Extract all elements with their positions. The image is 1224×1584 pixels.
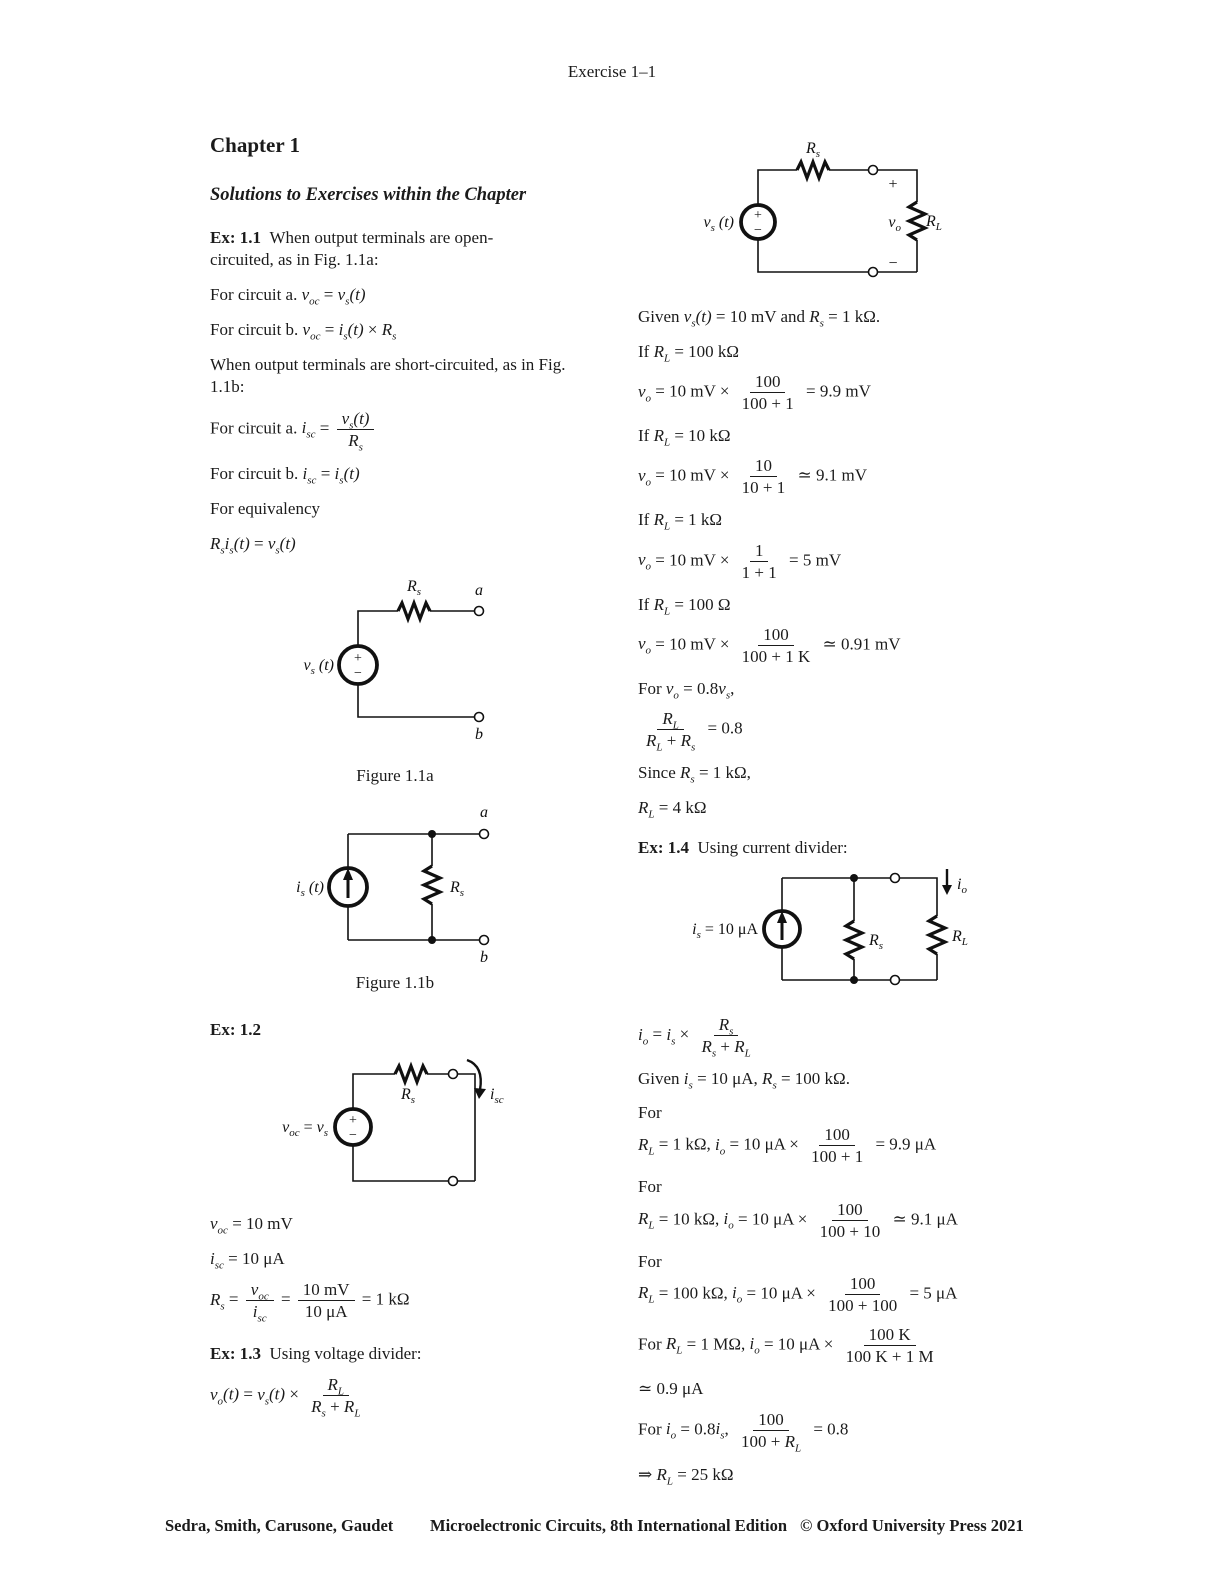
resistor-rs [424, 866, 440, 904]
label-rs: $R_s$ [805, 140, 821, 160]
minus-sign: − [349, 1128, 357, 1143]
wire [358, 611, 398, 646]
terminal-bottom [869, 268, 878, 277]
resistor-rs [846, 921, 862, 959]
minus-sign: − [354, 665, 362, 681]
line-if-rl-100k: If $R_L = 100$ kΩ [638, 342, 740, 365]
wire [782, 878, 937, 980]
ex-1-4-circuit [638, 865, 1028, 1005]
label-vs-t: $v_s$ (t) [703, 214, 734, 234]
terminal-b [475, 712, 484, 721]
ex-1-2-circuit [238, 1047, 578, 1197]
terminal-top [869, 166, 878, 175]
label-rl: $R_L$ [926, 213, 942, 233]
section-title: Solutions to Exercises within the Chapter [210, 185, 527, 205]
label-terminal-b: b [475, 725, 483, 743]
eq-current-divider: $i_o = i_s$ × $\frac{R_s}{R_s + R_L}$ [638, 1015, 751, 1060]
line-0-9ua: ≃ 0.9 μA [638, 1378, 704, 1398]
line-voc-value: $v_{oc} = 10$ mV [210, 1214, 293, 1237]
terminal-top [449, 1070, 458, 1079]
label-is-t: $i_s$ (t) [296, 878, 324, 899]
junction-dot [850, 874, 858, 882]
label-rs: $R_s$ [869, 932, 884, 953]
eq-vo-5mv: $v_o = 10$ mV × $\frac{1}{1 + 1}$ = 5 mV [638, 540, 842, 582]
resistor-rs [398, 603, 430, 619]
label-vs-t: $v_s$ (t) [303, 656, 334, 677]
line-short-circuited: When output terminals are short-circuited, as in Fig. 1.1b: [210, 355, 566, 397]
label-rs: $R_s$ [406, 577, 422, 598]
line-given-is: Given $i_s = 10$ μA, $R_s = 100$ kΩ. [638, 1069, 850, 1092]
line-for-c: For [638, 1251, 662, 1271]
footer-book-title: Microelectronic Circuits, 8th International Edition [430, 1516, 788, 1535]
ex-1-3-heading: Ex: 1.3 Using voltage divider: [210, 1344, 422, 1364]
terminal-bottom [891, 976, 900, 985]
label-isc: $i_{sc}$ [490, 1086, 504, 1106]
terminal-top [891, 874, 900, 883]
io-arrowhead [942, 885, 952, 895]
label-rs: $R_s$ [400, 1086, 416, 1106]
junction-dot [850, 976, 858, 984]
wire [358, 684, 474, 717]
eq-io-9-1ua: $R_L = 10$ kΩ, $i_o = 10$ μA × $\frac{100}{100 + 10}$ ≃ 9.1 μA [638, 1199, 958, 1241]
ex-1-1-heading: Ex: 1.1 When output terminals are open-circuited, as in Fig. 1.1a: [210, 228, 494, 270]
resistor-rl [929, 916, 945, 954]
eq-equivalency: $R_si_s(t) = v_s(t)$ [210, 533, 296, 557]
terminal-bottom [449, 1177, 458, 1186]
line-for-a: For [638, 1103, 662, 1123]
minus-sign: − [754, 223, 762, 238]
terminal-a [475, 606, 484, 615]
plus-sign: + [354, 650, 362, 666]
eq-io-1mohm: For $R_L = 1$ MΩ, $i_o = 10$ μA × $\frac{100 K}{100 K + 1 M}$ [638, 1324, 934, 1366]
figure-1-1b-caption: Figure 1.1b [355, 972, 435, 992]
label-voc-vs: $v_{oc} = v_s$ [282, 1119, 328, 1139]
eq-vo-0-91mv: $v_o = 10$ mV × $\frac{100}{100 + 1 K}$ ≃ 0.91 mV [638, 624, 901, 666]
eq-io-5ua: $R_L = 100$ kΩ, $i_o = 10$ μA × $\frac{100}{100 + 100}$ = 5 μA [638, 1273, 958, 1315]
line-given-vs: Given $v_s(t) = 10$ mV and $R_s = 1$ kΩ. [638, 307, 881, 330]
isc-curved-arrow [467, 1060, 481, 1090]
footer-copyright: © Oxford University Press 2021 [800, 1516, 1024, 1535]
line-voc-circuit-b: For circuit b. $v_{oc} = i_s(t) \times R_s$ [210, 320, 397, 343]
label-terminal-a: a [475, 581, 483, 599]
eq-vo-9-9mv: $v_o = 10$ mV × $\frac{100}{100 + 1}$ = 9.9 mV [638, 372, 871, 414]
line-for-equivalency: For equivalency [210, 498, 320, 518]
footer-authors: Sedra, Smith, Carusone, Gaudet [165, 1516, 394, 1535]
eq-isc-circuit-a: For circuit a. $i_{sc}$ = $\frac{v_s(t)}{R_s}$ [210, 409, 602, 450]
line-if-rl-1k: If $R_L = 1$ kΩ [638, 510, 723, 533]
line-since-rs-1k: Since $R_s = 1$ kΩ, [638, 762, 751, 786]
line-rl-25k: ⇒ $R_L = 25$ kΩ [638, 1465, 734, 1488]
column-right [638, 125, 1038, 1486]
line-if-rl-100: If $R_L = 100$ Ω [638, 594, 731, 617]
label-vo: $v_o$ [888, 214, 901, 234]
label-terminal-b: b [480, 948, 488, 966]
page-header: Exercise 1–1 [567, 62, 657, 81]
eq-io-9-9ua: $R_L = 1$ kΩ, $i_o = 10$ μA × $\frac{100}{100 + 1}$ = 9.9 μA [638, 1125, 937, 1167]
resistor-rl [909, 202, 925, 240]
figure-1-1a-caption: Figure 1.1a [356, 765, 434, 785]
plus-sign: + [754, 208, 762, 223]
terminal-a [480, 829, 489, 838]
eq-divider-0-8: $\frac{R_L}{R_L + R_s}$ = 0.8 [646, 708, 743, 754]
chapter-title: Chapter 1 [210, 133, 301, 157]
eq-rs-value: $R_s$ = $\frac{v_{oc}}{i_{sc}}$ = $\frac{10 mV}{10 \mu A}$ = 1 kΩ [210, 1280, 410, 1325]
wire [758, 170, 797, 205]
line-voc-circuit-a: For circuit a. $v_{oc} = v_s(t)$ [210, 285, 366, 308]
ex-1-4-heading: Ex: 1.4 Using current divider: [638, 838, 848, 858]
label-is-10ua: $i_s = 10$ μA [692, 921, 758, 942]
wire [353, 1074, 395, 1109]
ex-1-3-circuit [638, 127, 978, 292]
line-if-rl-10k: If $R_L = 10$ kΩ [638, 426, 731, 449]
label-rs: $R_s$ [450, 878, 465, 899]
eq-voltage-divider: $v_o(t) = v_s(t)$ × $\frac{R_L}{R_s + R_L}$ [210, 1375, 361, 1420]
figure-1-1b-circuit [280, 802, 580, 967]
eq-vo-9-1mv: $v_o = 10$ mV × $\frac{10}{10 + 1}$ ≃ 9.1 mV [638, 456, 868, 498]
vo-plus-sign: + [888, 176, 898, 193]
plus-sign: + [349, 1113, 357, 1128]
line-for-vo-0-8vs: For $v_o = 0.8v_s$, [638, 678, 735, 702]
label-io: $i_o$ [957, 876, 967, 897]
column-left [210, 125, 602, 1420]
line-isc-value: $i_{sc} = 10$ μA [210, 1249, 285, 1272]
line-for-b: For [638, 1177, 662, 1197]
ex-1-2-heading: Ex: 1.2 [210, 1019, 261, 1039]
line-isc-circuit-b: For circuit b. $i_{sc} = i_s(t)$ [210, 463, 360, 487]
resistor-rs [797, 162, 829, 178]
resistor-rs [395, 1066, 427, 1082]
terminal-b [480, 935, 489, 944]
line-rl-4k: $R_L = 4$ kΩ [638, 797, 707, 821]
figure-1-1a-circuit [280, 567, 580, 762]
vo-minus-sign: − [888, 255, 898, 272]
eq-io-0-8is: For $i_o = 0.8i_s$, $\frac{100}{100 + R_L}$ = 0.8 [638, 1409, 849, 1455]
label-rl: $R_L$ [952, 928, 968, 949]
label-terminal-a: a [480, 803, 488, 821]
